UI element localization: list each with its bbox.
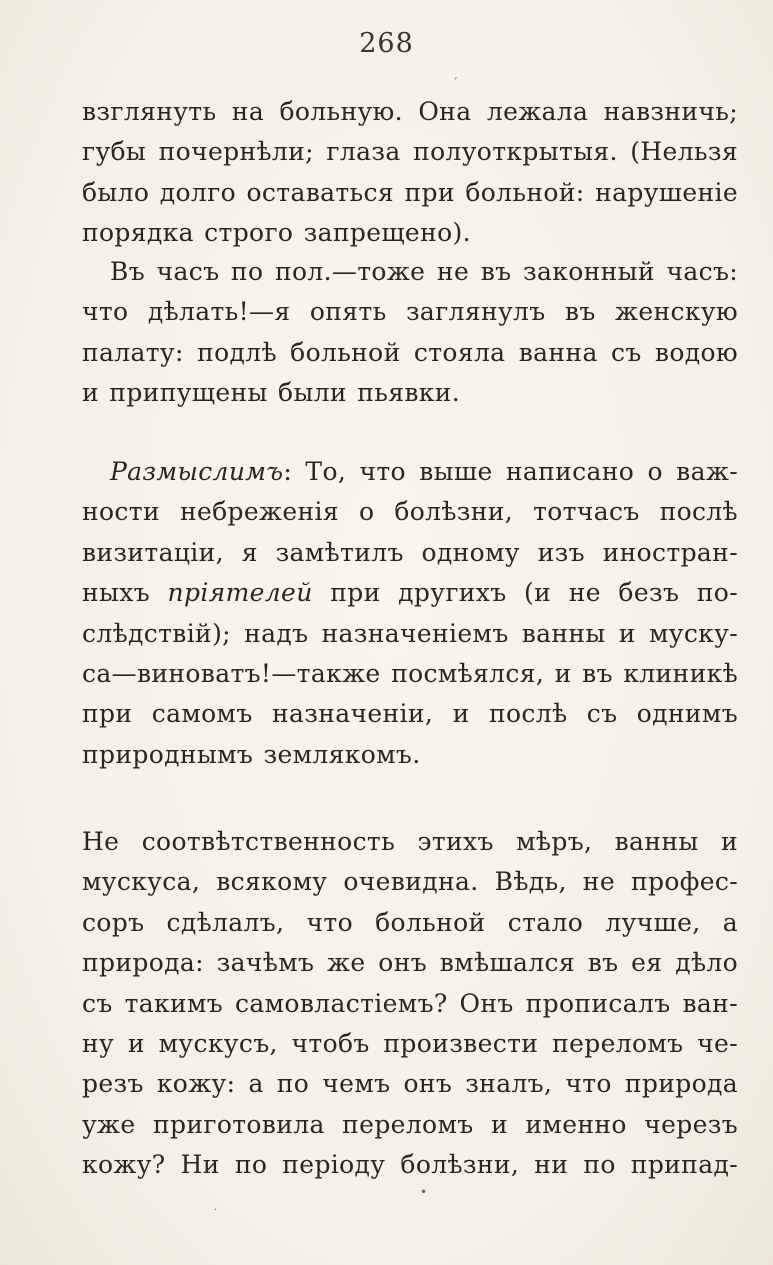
paragraph-3 (82, 452, 738, 775)
text-line (82, 452, 738, 492)
paragraph-4 (82, 822, 738, 1186)
text-line: уже приготовила переломъ и именно черезъ (82, 1109, 738, 1139)
text-line: визитаціи, я замѣтилъ одному изъ иностран- (82, 537, 738, 567)
text-line: природа: зачѣмъ же онъ вмѣшался въ ея дѣло (82, 948, 738, 978)
print-mark: ˊ (452, 76, 458, 90)
print-speck: • (420, 1185, 428, 1199)
text-line: природнымъ землякомъ. (82, 739, 421, 769)
text-line: взглянуть на больную. Она лежала навзничь; (82, 97, 738, 126)
text-line-content: : То, что выше написано о важ- (283, 457, 738, 486)
text-line (82, 573, 738, 613)
text-line: было долго оставаться при больной: нарушеніе (82, 177, 738, 207)
text-line: губы почернѣли; глаза полуоткрытыя. (Нельзя (82, 137, 738, 167)
text-line: резъ кожу: а по чемъ онъ зналъ, что природа (82, 1069, 738, 1099)
italic-word: пріятелей (167, 578, 313, 608)
text-line: порядка строго запрещено). (82, 218, 471, 248)
text-line-content: Въ часъ по пол.—тоже не въ законный часъ: (110, 257, 738, 286)
italic-lead: Размыслимъ (110, 457, 284, 486)
paragraph-1 (82, 92, 738, 254)
text-line: слѣдствій); надъ назначеніемъ ванны и муску- (82, 618, 738, 648)
text-line: са—виноватъ!—также посмѣялся, и въ клиникѣ (82, 659, 738, 689)
text-line: при самомъ назначеніи, и послѣ съ однимъ (82, 699, 738, 729)
text-line: ности небреженія о болѣзни, тотчасъ послѣ (82, 497, 738, 527)
text-line: кожу? Ни по періоду болѣзни, ни по припад- (82, 1150, 738, 1180)
text-line: палату: подлѣ больной стояла ванна съ водою (82, 337, 738, 367)
text-line: съ такимъ самовластіемъ? Онъ прописалъ ван- (82, 988, 738, 1018)
text-line: Не соотвѣтственность этихъ мѣръ, ванны и (82, 827, 738, 856)
paragraph-2 (82, 252, 738, 414)
text-line: что дѣлать!—я опять заглянулъ въ женскую (82, 297, 738, 327)
text-line: соръ сдѣлалъ, что больной стало лучше, а (82, 907, 738, 937)
text-line: и припущены были пьявки. (82, 378, 461, 408)
text-line-content: при другихъ (и не безъ по- (330, 578, 738, 608)
text-line (82, 252, 738, 292)
text-line: мускуса, всякому очевидна. Вѣдь, не профес- (82, 867, 738, 897)
text-line: ну и мускусъ, чтобъ произвести переломъ че- (82, 1029, 738, 1059)
print-speck: · (214, 1205, 218, 1216)
text-line-content: ныхъ (82, 578, 168, 608)
page-number: 268 (359, 28, 414, 59)
